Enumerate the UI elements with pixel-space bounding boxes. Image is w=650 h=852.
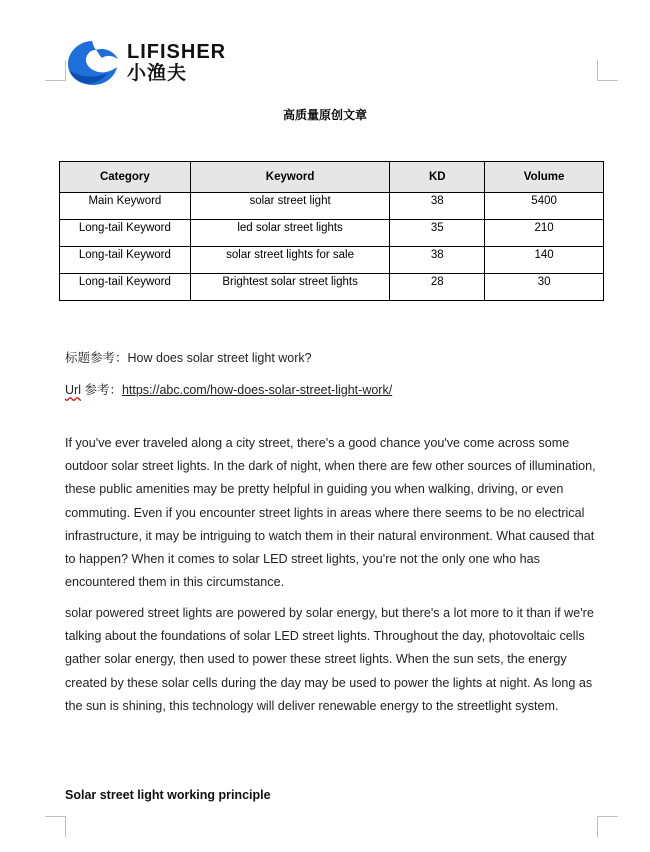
cell-volume: 210 (485, 220, 604, 247)
body-paragraph-2: solar powered street lights are powered by solar energy, but there's a lot more to it than if we're talking about the foundations of solar LED street lights. Throughout the day, photovoltaic cells gather solar energy, then used to power these street lights. When the sun sets, the energy created by these solar cells during the day may be used to power the lights at night. As long as the sun is shining, this technology will deliver renewable energy to the streetlight system. (65, 606, 594, 713)
brand-name-cn: 小渔夫 (127, 62, 188, 84)
cell-keyword: led solar street lights (190, 220, 390, 247)
body-paragraph-1: If you've ever traveled along a city street, there's a good chance you've come across some outdoor solar street lights. In the dark of night, when there are few other sources of illumination, these public amenities may be pretty helpful in guiding you when walking, driving, or even commuting. Even if you encounter street lights in areas where there seems to be no electrical infrastructure, it may be intriguing to watch them in their natural environment. What caused that to happen? When it comes to solar LED street lights, you're not the only one who has encountered them in this circumstance. (65, 436, 596, 590)
cell-keyword: Brightest solar street lights (190, 274, 390, 301)
title-reference-label: 标题参考： (65, 351, 128, 365)
cell-kd: 28 (390, 274, 485, 301)
table-row (60, 220, 604, 247)
brand-name-en: LIFISHER (127, 40, 227, 63)
table-row (60, 193, 604, 220)
url-reference-label-rest: 参考： (80, 383, 122, 397)
page-corner-bottom-right (597, 816, 618, 837)
table-row (60, 247, 604, 274)
header-category: Category (60, 162, 191, 193)
header-kd: KD (390, 162, 485, 193)
cell-keyword: solar street light (190, 193, 390, 220)
cell-volume: 5400 (485, 193, 604, 220)
keyword-table (59, 161, 604, 301)
cell-volume: 140 (485, 247, 604, 274)
fish-wave-logo-icon (62, 37, 122, 87)
title-reference (65, 348, 312, 366)
cell-kd: 38 (390, 247, 485, 274)
cell-keyword: solar street lights for sale (190, 247, 390, 274)
header-keyword: Keyword (190, 162, 390, 193)
table-row (60, 274, 604, 301)
page-corner-bottom-left (45, 816, 66, 837)
url-reference-label-word: Url (65, 383, 81, 397)
cell-category: Long-tail Keyword (60, 220, 191, 247)
url-reference (65, 380, 392, 398)
document-title: 高质量原创文章 (282, 108, 367, 122)
cell-volume: 30 (485, 274, 604, 301)
brand-logo (62, 36, 226, 88)
cell-category: Long-tail Keyword (60, 274, 191, 301)
cell-kd: 38 (390, 193, 485, 220)
table-header-row (60, 162, 604, 193)
page-corner-top-right (597, 60, 618, 81)
cell-category: Main Keyword (60, 193, 191, 220)
cell-kd: 35 (390, 220, 485, 247)
title-reference-value: How does solar street light work? (127, 351, 312, 365)
cell-category: Long-tail Keyword (60, 247, 191, 274)
section-heading: Solar street light working principle (65, 788, 271, 802)
url-reference-link[interactable]: https://abc.com/how-does-solar-street-light-work/ (121, 383, 393, 397)
header-volume: Volume (485, 162, 604, 193)
